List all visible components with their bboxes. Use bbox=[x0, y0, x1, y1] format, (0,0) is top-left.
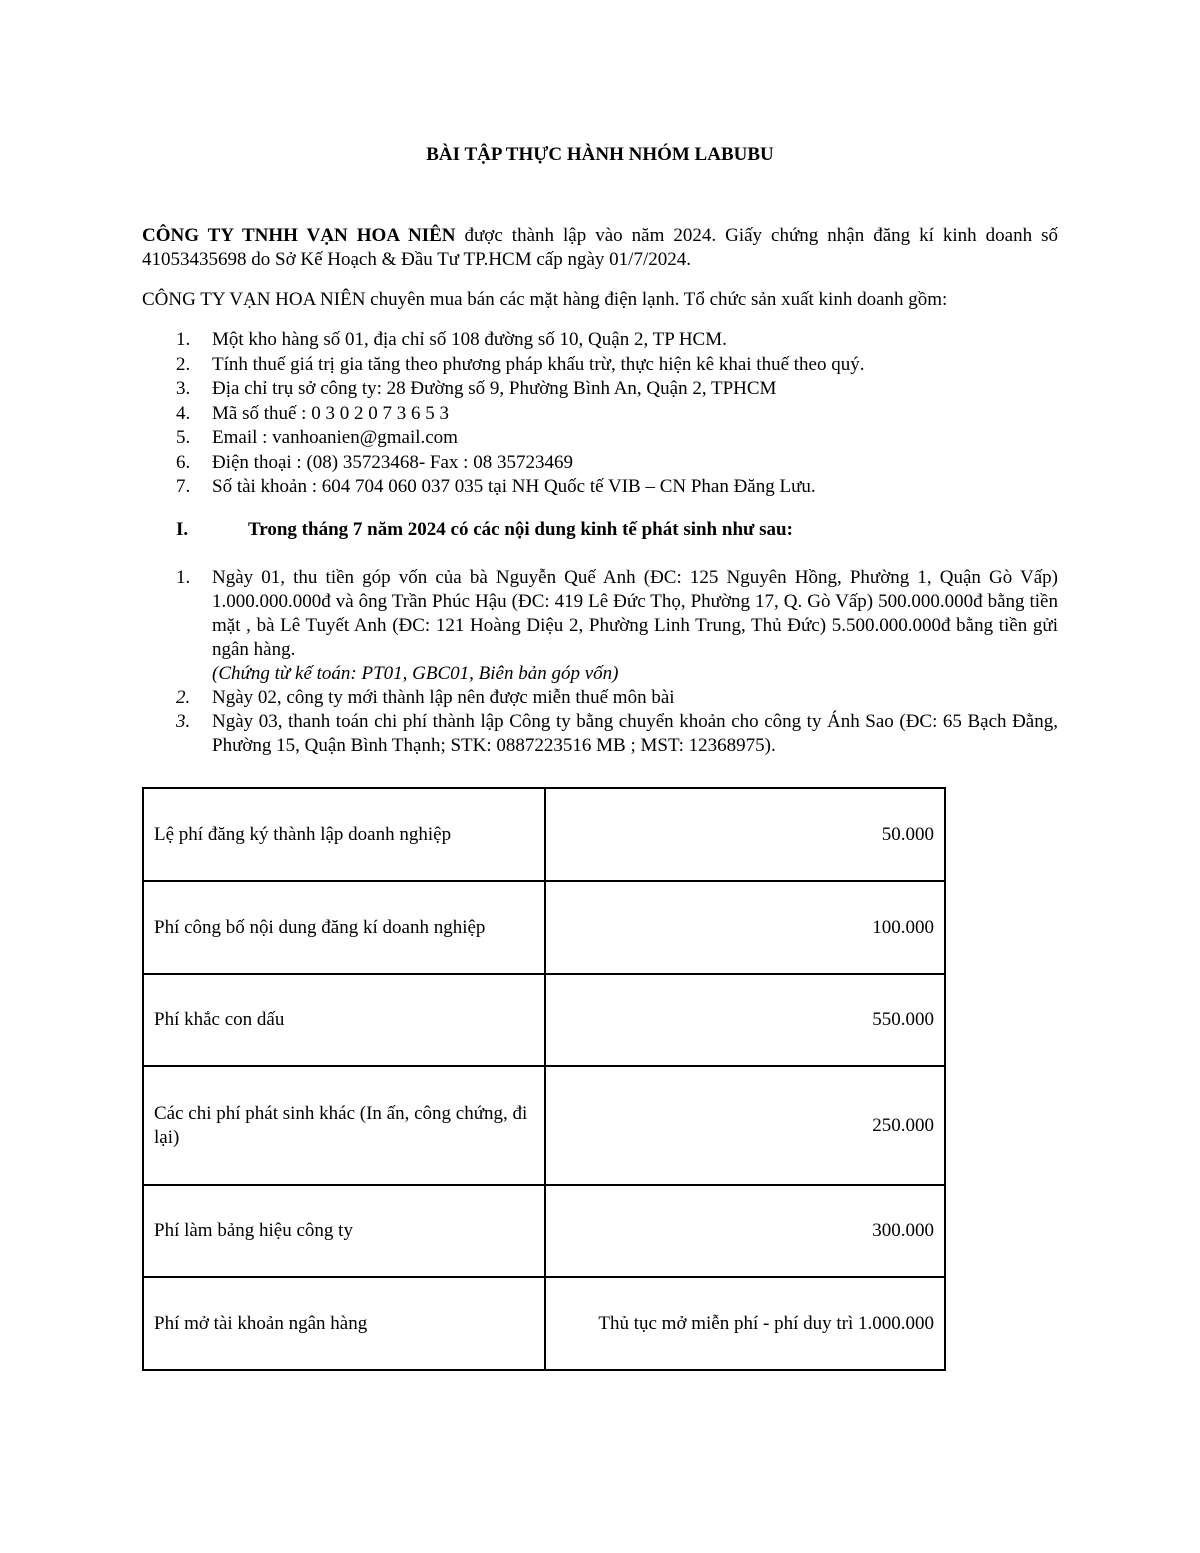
fee-label: Lệ phí đăng ký thành lập doanh nghiệp bbox=[143, 788, 545, 881]
list-number: 3. bbox=[176, 711, 191, 732]
list-item-text: Địa chỉ trụ sở công ty: 28 Đường số 9, Phường Bình An, Quận 2, TPHCM bbox=[212, 378, 777, 399]
fee-label: Các chi phí phát sinh khác (In ấn, công chứng, đi lại) bbox=[143, 1066, 545, 1185]
transactions-list bbox=[142, 566, 1058, 758]
table-row bbox=[143, 881, 945, 974]
list-item-text: Tính thuế giá trị gia tăng theo phương pháp khấu trừ, thực hiện kê khai thuế theo quý. bbox=[212, 353, 865, 375]
table-row bbox=[143, 1185, 945, 1277]
fee-label: Phí mở tài khoản ngân hàng bbox=[143, 1277, 545, 1370]
list-item-text: Số tài khoản : 604 704 060 037 035 tại NH Quốc tế VIB – CN Phan Đăng Lưu. bbox=[212, 476, 816, 497]
table-row bbox=[143, 788, 945, 881]
table-row bbox=[143, 974, 945, 1066]
list-item bbox=[142, 353, 1058, 378]
fee-value: 550.000 bbox=[545, 974, 945, 1066]
table-row bbox=[143, 1066, 945, 1185]
fee-label: Phí công bố nội dung đăng kí doanh nghiệp bbox=[143, 881, 545, 974]
business-description: CÔNG TY VẠN HOA NIÊN chuyên mua bán các mặt hàng điện lạnh. Tổ chức sản xuất kinh doanh gồm: bbox=[142, 289, 948, 310]
intro-text: được thành lập vào năm 2024. Giấy chứng nhận đăng kí kinh doanh số 41053435698 do Sở Kế Hoạch & Đầu Tư TP.HCM cấp ngày 01/7/2024. bbox=[142, 225, 1059, 270]
document-title: BÀI TẬP THỰC HÀNH NHÓM LABUBU bbox=[426, 144, 774, 165]
list-item bbox=[142, 710, 1058, 758]
list-number: 3. bbox=[176, 378, 191, 399]
fee-value: Thủ tục mở miễn phí - phí duy trì 1.000.000 bbox=[545, 1277, 945, 1370]
list-item bbox=[142, 328, 1058, 353]
list-item-text: Email : vanhoanien@gmail.com bbox=[212, 427, 458, 448]
list-item-text: Mã số thuế : 0 3 0 2 0 7 3 6 5 3 bbox=[212, 402, 449, 424]
list-item-text: Ngày 01, thu tiền góp vốn của bà Nguyễn Quế Anh (ĐC: 125 Nguyên Hồng, Phường 1, Quận Gò Vấp) 1.000.000.000đ và ông Trần Phúc Hậu (ĐC: 419 Lê Đức Thọ, Phường 17, Q. Gò Vấp) 500.000.000đ bằng tiền mặt , bà Lê Tuyết Anh (ĐC: 121 Hoàng Diệu 2, Phường Linh Trung, Thủ Đức) 5.500.000.000đ bằng tiền gửi ngân hàng. bbox=[212, 567, 1058, 660]
table-row bbox=[143, 1277, 945, 1370]
fee-value: 50.000 bbox=[545, 788, 945, 881]
list-number: 4. bbox=[176, 402, 191, 424]
section-heading-text: Trong tháng 7 năm 2024 có các nội dung kinh tế phát sinh như sau: bbox=[248, 519, 793, 540]
voucher-note: (Chứng từ kế toán: PT01, GBC01, Biên bản góp vốn) bbox=[212, 663, 619, 684]
list-number: 1. bbox=[176, 329, 191, 350]
company-info-list bbox=[142, 328, 1058, 500]
list-item bbox=[142, 377, 1058, 402]
list-item bbox=[142, 566, 1058, 686]
list-number: 7. bbox=[176, 476, 191, 497]
list-item-text: Ngày 02, công ty mới thành lập nên được miễn thuế môn bài bbox=[212, 687, 675, 708]
list-number: 6. bbox=[176, 451, 191, 473]
fee-label: Phí khắc con dấu bbox=[143, 974, 545, 1066]
list-item bbox=[142, 475, 1058, 500]
list-item bbox=[142, 686, 1058, 710]
list-item bbox=[142, 426, 1058, 451]
list-number: 1. bbox=[176, 567, 191, 588]
section-number: I. bbox=[176, 519, 189, 540]
intro-paragraph bbox=[142, 224, 1058, 272]
list-number: 5. bbox=[176, 427, 191, 448]
list-item bbox=[142, 402, 1058, 427]
company-name: CÔNG TY TNHH VẠN HOA NIÊN bbox=[142, 225, 456, 246]
list-item-text: Một kho hàng số 01, địa chỉ số 108 đường số 10, Quận 2, TP HCM. bbox=[212, 329, 727, 350]
list-number: 2. bbox=[176, 687, 191, 708]
list-item-text: Điện thoại : (08) 35723468- Fax : 08 35723469 bbox=[212, 451, 573, 473]
fees-table bbox=[142, 787, 946, 1371]
list-number: 2. bbox=[176, 353, 191, 375]
fee-value: 250.000 bbox=[545, 1066, 945, 1185]
fee-label: Phí làm bảng hiệu công ty bbox=[143, 1185, 545, 1277]
fee-value: 300.000 bbox=[545, 1185, 945, 1277]
list-item bbox=[142, 451, 1058, 476]
list-item-text: Ngày 03, thanh toán chi phí thành lập Công ty bằng chuyển khoản cho công ty Ánh Sao (ĐC: 65 Bạch Đằng, Phường 15, Quận Bình Thạnh; STK: 0887223516 MB ; MST: 12368975). bbox=[212, 711, 1058, 756]
fee-value: 100.000 bbox=[545, 881, 945, 974]
